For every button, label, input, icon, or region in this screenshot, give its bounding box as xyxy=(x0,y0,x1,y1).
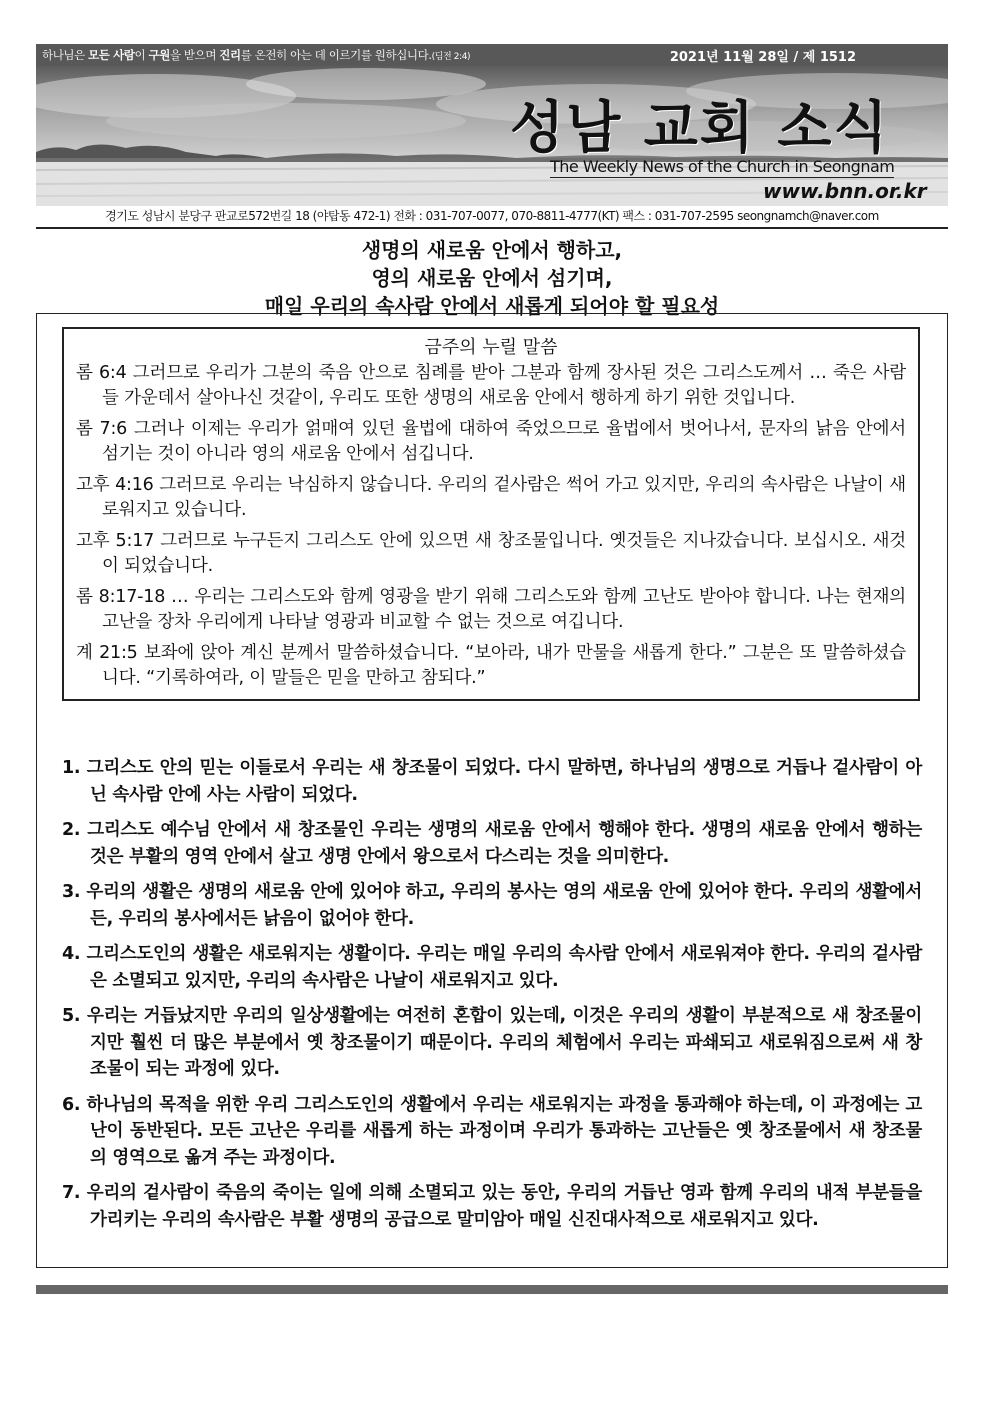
issue-date: 2021년 11월 28일 / 제 1512 xyxy=(669,49,856,65)
header-verse-segment: 이 xyxy=(134,48,149,62)
point-item: 5. 우리는 거듭났지만 우리의 일상생활에는 여전히 혼합이 있는데, 이것은 우리의 생활이 부분적으로 새 창조물이지만 훨씬 더 많은 부분에서 옛 창조물이기 때문이다. 우리의 체험에서 우리는 파쇄되고 새로워짐으로써 새 창조물이 되는 과정에 있다. xyxy=(62,1006,922,1079)
verse-item: 롬 7:6 그러나 이제는 우리가 얽매여 있던 율법에 대하여 죽었으므로 율법에서 벗어나서, 문자의 낡음 안에서 섬기는 것이 아니라 영의 새로움 안에서 섬깁니다. xyxy=(76,419,906,464)
header-verse-segment: 을 받으며 xyxy=(169,48,220,62)
headline-line: 영의 새로움 안에서 섬기며, xyxy=(371,266,613,290)
footer-bar xyxy=(36,1285,948,1294)
verse-item: 롬 6:4 그러므로 우리가 그분의 죽음 안으로 침례를 받아 그분과 함께 장사된 것은 그리스도께서 … 죽은 사람들 가운데서 살아나신 것같이, 우리도 또한 생명의 새로움 안에서 행하게 하기 위한 것입니다. xyxy=(76,363,906,408)
verse-item: 롬 8:17-18 … 우리는 그리스도와 함께 영광을 받기 위해 그리스도와 함께 고난도 받아야 합니다. 나는 현재의 고난을 장차 우리에게 나타날 영광과 비교할 수 없는 것으로 여깁니다. xyxy=(76,587,906,632)
newsletter-subtitle: The Weekly News of the Church in Seongnam xyxy=(550,157,895,176)
header-verse-ref: (딤전 2:4) xyxy=(431,52,471,62)
header-verse-segment: 하나님은 xyxy=(42,48,89,62)
header-verse-segment: 모든 사람 xyxy=(88,48,135,62)
headline xyxy=(36,236,948,320)
header-verse-segment: 를 온전히 아는 데 이르기를 원하십니다. xyxy=(240,48,432,62)
website-url: www.bnn.or.kr xyxy=(763,179,927,203)
verses-heading: 금주의 누릴 말씀 xyxy=(424,337,558,358)
point-item: 6. 하나님의 목적을 위한 우리 그리스도인의 생활에서 우리는 새로워지는 과정을 통과해야 하는데, 이 과정에는 고난이 동반된다. 모든 고난은 우리를 새롭게 하는 과정이며 우리가 통과하는 고난들은 옛 창조물에서 새 창조물의 영역으로 옮겨 주는 과정이다. xyxy=(62,1094,922,1168)
point-item: 7. 우리의 겉사람이 죽음의 죽이는 일에 의해 소멸되고 있는 동안, 우리의 거듭난 영과 함께 우리의 내적 부분들을 가리키는 우리의 속사람은 부활 생명의 공급으로 말미암아 매일 신진대사적으로 새로워지고 있다. xyxy=(62,1183,922,1230)
weekly-verses-box xyxy=(62,327,920,701)
headline-line: 매일 우리의 속사람 안에서 새롭게 되어야 할 필요성 xyxy=(264,294,720,318)
point-item: 1. 그리스도 안의 믿는 이들로서 우리는 새 창조물이 되었다. 다시 말하면, 하나님의 생명으로 거듭나 겉사람이 아닌 속사람 안에 사는 사람이 되었다. xyxy=(62,758,922,805)
header-verse-segment: 구원 xyxy=(148,48,170,62)
header-verse-segment: 진리 xyxy=(219,48,241,62)
verse-item: 고후 5:17 그러므로 누구든지 그리스도 안에 있으면 새 창조물입니다. 옛것들은 지나갔습니다. 보십시오. 새것이 되었습니다. xyxy=(76,531,906,576)
header-verse-text xyxy=(42,48,432,62)
header-bar xyxy=(36,44,948,66)
church-address: 경기도 성남시 분당구 판교로572번길 18 (야탑동 472-1) 전화 : 031-707-0077, 070-8811-4777(KT) 팩스 : 031-707-2595 seongnamch@naver.com xyxy=(36,207,948,229)
newsletter-title: 성남 교회 소식 xyxy=(510,95,890,161)
headline-line: 생명의 새로움 안에서 행하고, xyxy=(361,238,623,262)
point-item: 2. 그리스도 예수님 안에서 새 창조물인 우리는 생명의 새로움 안에서 행해야 한다. 생명의 새로움 안에서 행하는 것은 부활의 영역 안에서 살고 생명 안에서 왕으로서 다스리는 것을 의미한다. xyxy=(62,820,922,867)
verse-item: 고후 4:16 그러므로 우리는 낙심하지 않습니다. 우리의 겉사람은 썩어 가고 있지만, 우리의 속사람은 나날이 새로워지고 있습니다. xyxy=(76,475,906,520)
point-item: 4. 그리스도인의 생활은 새로워지는 생활이다. 우리는 매일 우리의 속사람 안에서 새로워져야 한다. 우리의 겉사람은 소멸되고 있지만, 우리의 속사람은 나날이 새로워지고 있다. xyxy=(62,944,922,991)
header-verse xyxy=(42,47,470,63)
message-points xyxy=(62,755,922,1242)
verse-item: 계 21:5 보좌에 앉아 계신 분께서 말씀하셨습니다. “보아라, 내가 만물을 새롭게 한다.” 그분은 또 말씀하셨습니다. “기록하여라, 이 말들은 믿을 만하고 참되다.” xyxy=(76,643,906,688)
point-item: 3. 우리의 생활은 생명의 새로움 안에 있어야 하고, 우리의 봉사는 영의 새로움 안에 있어야 한다. 우리의 생활에서든, 우리의 봉사에서든 낡음이 없어야 한다. xyxy=(62,882,922,929)
